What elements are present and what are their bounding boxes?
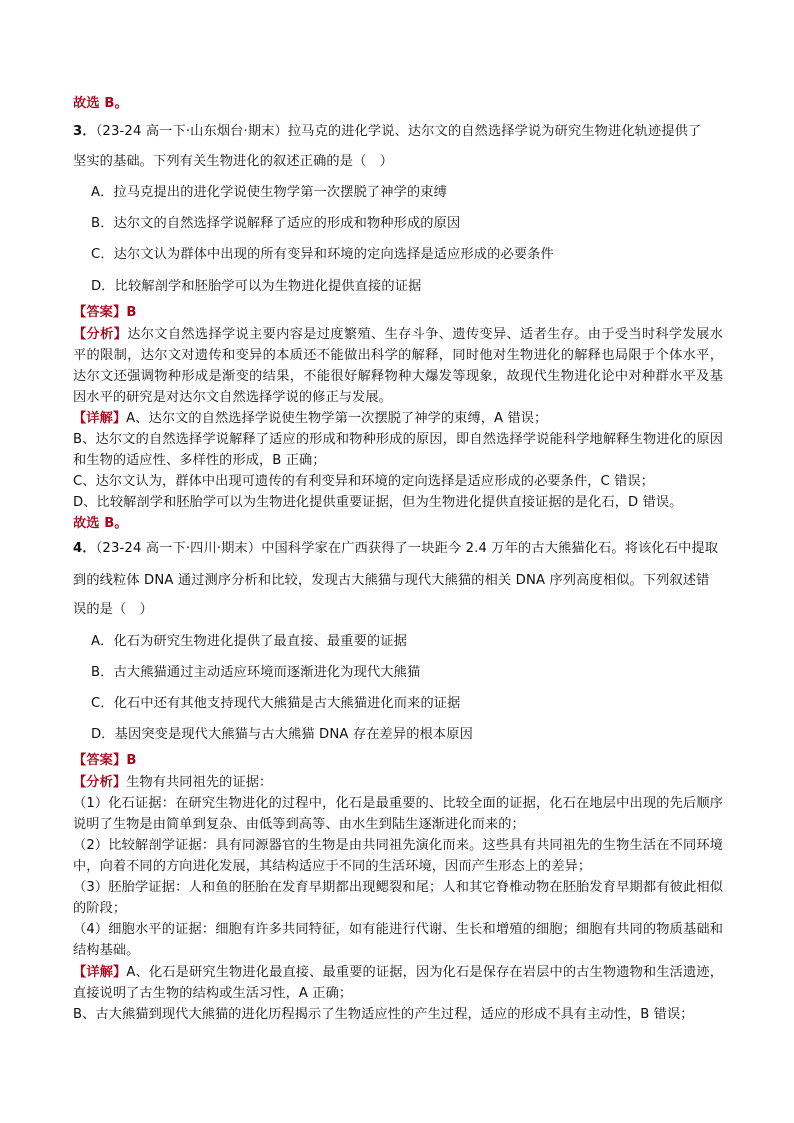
q4-number: 4． xyxy=(73,541,96,556)
q4-option-d: D．基因突变是现代大熊猫与古大熊猫 DNA 存在差异的根本原因 xyxy=(91,727,473,742)
q4-analysis-item-3: （3）胚胎学证据：人和鱼的胚胎在发育早期都出现鳃裂和尾；人和其它脊椎动物在胚胎发育早期都有彼此相似的阶段； xyxy=(73,880,723,916)
q4-analysis xyxy=(73,772,723,961)
q3-stem-text2: 坚实的基础。下列有关生物进化的叙述正确的是（ ） xyxy=(73,154,394,169)
q3-answer-label: 【答案】 xyxy=(73,305,127,320)
q4-option-c: C．化石中还有其他支持现代大熊猫是古大熊猫进化而来的证据 xyxy=(91,696,461,711)
q4-source: （23-24 高一下·四川·期末） xyxy=(95,541,262,556)
q4-analysis-label: 【分析】 xyxy=(73,775,127,790)
q3-answer xyxy=(73,304,137,322)
q3-number: 3． xyxy=(73,124,96,139)
q3-option-d: D．比较解剖学和胚胎学可以为生物进化提供直接的证据 xyxy=(91,279,422,294)
q3-detail-b: B、达尔文的自然选择学说解释了适应的形成和物种形成的原因，即自然选择学说能科学地解释生物进化的原因和生物的适应性、多样性的形成，B 正确； xyxy=(73,432,723,468)
q3-detail-a: A、达尔文的自然选择学说使生物学第一次摆脱了神学的束缚，A 错误； xyxy=(126,411,548,426)
q3-stem-text1: 拉马克的进化学说、达尔文的自然选择学说为研究生物进化轨迹提供了 xyxy=(287,124,702,139)
q3-detail-d: D、比较解剖学和胚胎学可以为生物进化提供重要证据，但为生物进化提供直接证据的是化石，D 错误。 xyxy=(73,495,683,510)
intro-conclusion-text: 故选 B。 xyxy=(73,96,128,111)
q3-analysis-text: 达尔文自然选择学说主要内容是过度繁殖、生存斗争、遗传变异、适者生存。由于受当时科学发展水平的限制，达尔文对遗传和变异的本质还不能做出科学的解释，同时他对生物进化的解释也局限于个体水平，达尔文还强调物种形成是渐变的结果，不能很好解释物种大爆发等现象，故现代生物进化论中对种群水平及基因水平的研究是对达尔文自然选择学说的修正与发展。 xyxy=(73,327,723,405)
q3-detail-line-a xyxy=(73,408,723,429)
intro-conclusion xyxy=(73,95,128,113)
q4-detail-a: A、化石是研究生物进化最直接、最重要的证据，因为化石是保存在岩层中的古生物遗物和生活遗迹，直接说明了古生物的结构或生活习性，A 正确； xyxy=(73,965,723,1001)
q4-analysis-head: 生物有共同祖先的证据： xyxy=(126,775,273,790)
q4-analysis-item-2: （2）比较解剖学证据：具有同源器官的生物是由共同祖先演化而来。这些具有共同祖先的生物生活在不同环境中，向着不同的方向进化发展，其结构适应于不同的生活环境，因而产生形态上的差异； xyxy=(73,838,723,874)
q4-answer-label: 【答案】 xyxy=(73,753,127,768)
q3-conclusion: 故选 B。 xyxy=(73,516,128,531)
q4-stem-line2: 到的线粒体 DNA 通过测序分析和比较，发现古大熊猫与现代大熊猫的相关 DNA 序列高度相似。下列叙述错 xyxy=(73,573,710,588)
q4-analysis-head-line xyxy=(73,772,723,793)
q3-analysis xyxy=(73,324,723,408)
q3-option-b: B．达尔文的自然选择学说解释了适应的形成和物种形成的原因 xyxy=(91,216,461,231)
q3-answer-value: B xyxy=(126,305,137,320)
q4-analysis-item-1: （1）化石证据：在研究生物进化的过程中，化石是最重要的、比较全面的证据，化石在地层中出现的先后顺序说明了生物是由简单到复杂、由低等到高等、由水生到陆生逐渐进化而来的； xyxy=(73,796,723,832)
q4-answer-value: B xyxy=(126,753,137,768)
q3-option-a: A．拉马克提出的进化学说使生物学第一次摆脱了神学的束缚 xyxy=(91,185,447,200)
q4-analysis-item-4: （4）细胞水平的证据：细胞有许多共同特征，如有能进行代谢、生长和增殖的细胞；细胞有共同的物质基础和结构基础。 xyxy=(73,922,723,958)
q3-stem-line2 xyxy=(73,153,393,171)
q4-option-b: B．古大熊猫通过主动适应环境而逐渐进化为现代大熊猫 xyxy=(91,665,421,680)
q3-stem-line1 xyxy=(73,123,701,141)
q4-stem-line1 xyxy=(73,540,718,558)
q4-detail-line-a xyxy=(73,962,723,1004)
q4-stem-text1: 中国科学家在广西获得了一块距今 2.4 万年的古大熊猫化石。将该化石中提取 xyxy=(261,541,719,556)
q3-source: （23-24 高一下·山东烟台·期末） xyxy=(95,124,288,139)
q3-detail-c: C、达尔文认为，群体中出现可遗传的有利变异和环境的定向选择是适应形成的必要条件，C 错误； xyxy=(73,474,654,489)
q3-analysis-label: 【分析】 xyxy=(73,327,128,342)
q3-detail-label: 【详解】 xyxy=(73,411,127,426)
q4-stem-line3: 误的是（ ） xyxy=(73,602,154,617)
q4-detail-label: 【详解】 xyxy=(73,965,127,980)
q3-option-c: C．达尔文认为群体中出现的所有变异和环境的定向选择是适应形成的必要条件 xyxy=(91,247,554,262)
q4-detail-b: B、古大熊猫到现代大熊猫的进化历程揭示了生物适应性的产生过程，适应的形成不具有主动性，B 错误； xyxy=(73,1007,694,1022)
q4-answer xyxy=(73,752,137,770)
q3-detail xyxy=(73,408,723,534)
q4-detail xyxy=(73,962,723,1025)
q4-option-a: A．化石为研究生物进化提供了最直接、最重要的证据 xyxy=(91,634,407,649)
